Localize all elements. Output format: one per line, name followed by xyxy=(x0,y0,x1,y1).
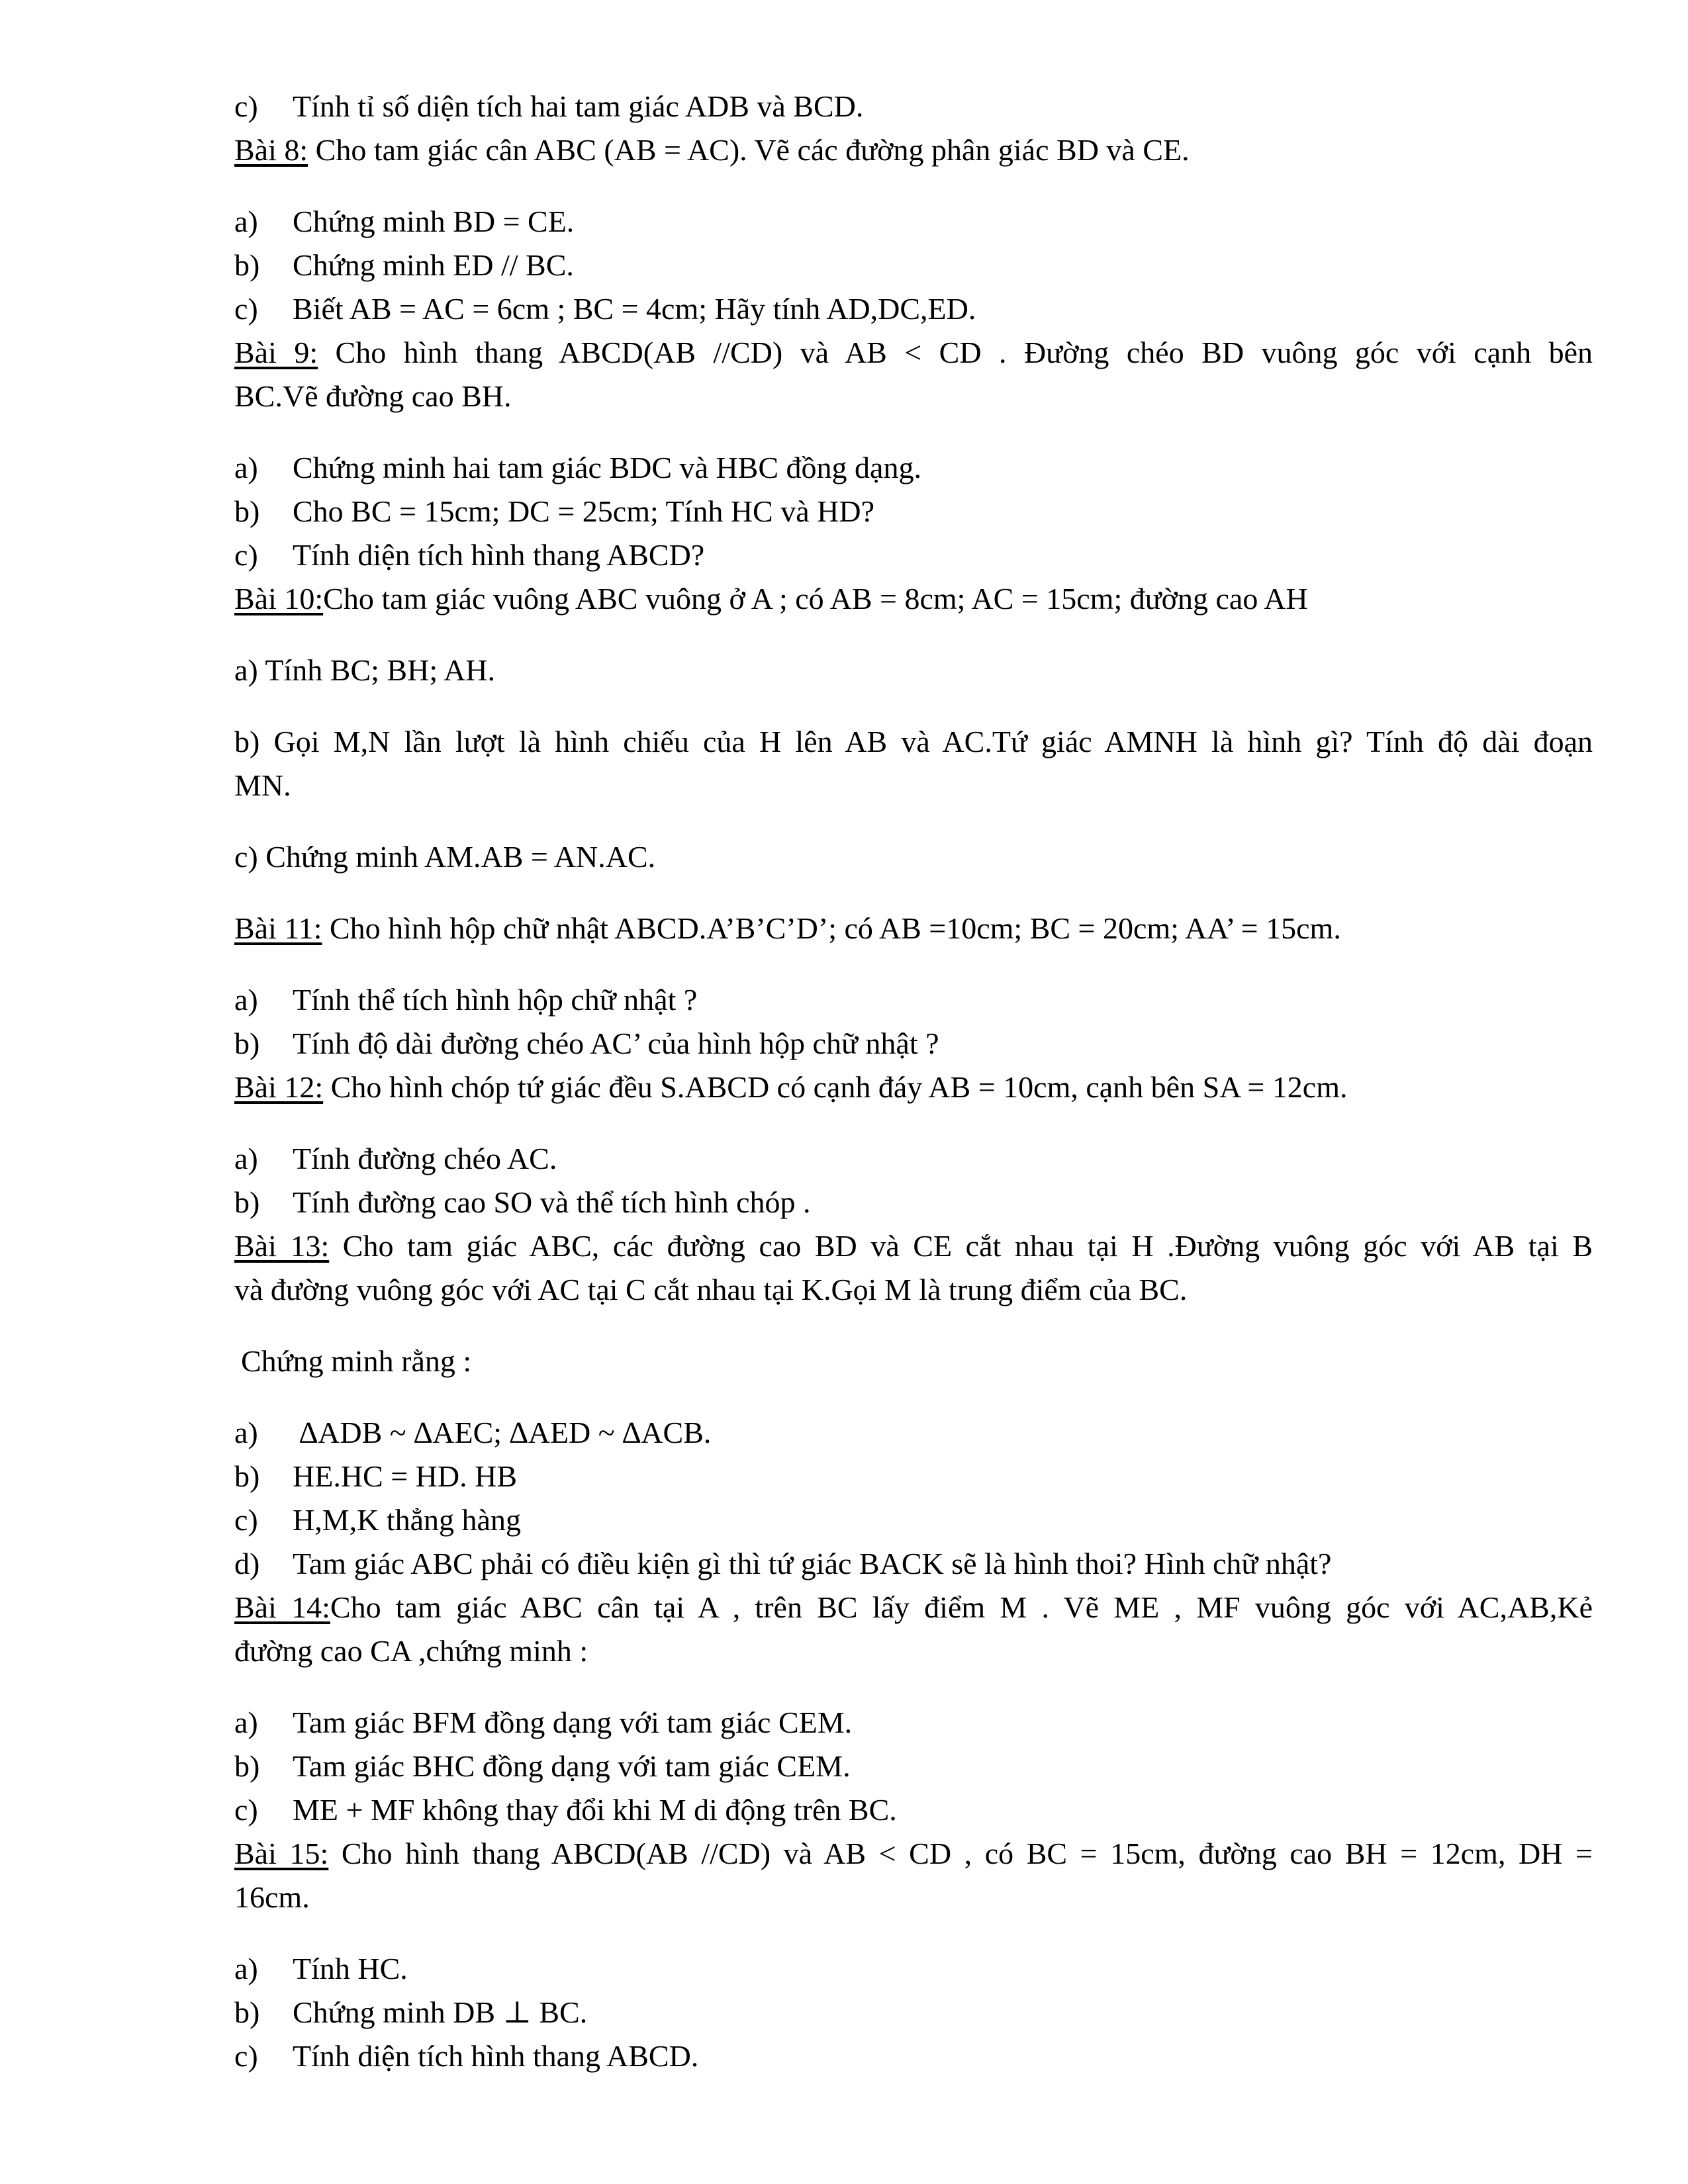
list-item: a) Chứng minh BD = CE. xyxy=(234,205,575,238)
list-item: a) Tam giác BFM đồng dạng với tam giác CEM. xyxy=(234,1706,853,1739)
problem-heading: Bài 9: Cho hình thang ABCD(AB //CD) và AB < CD . Đường chéo BD vuông góc với cạnh bên xyxy=(234,336,1593,369)
list-item: d) Tam giác ABC phải có điều kiện gì thì tứ giác BACK sẽ là hình thoi? Hình chữ nhật? xyxy=(234,1547,1332,1580)
problem-title: Bài 15: xyxy=(234,1837,329,1870)
list-item: c) H,M,K thẳng hàng xyxy=(234,1503,521,1537)
problem-title: Bài 12: xyxy=(234,1070,324,1104)
problem-heading-continued: và đường vuông góc với AC tại C cắt nhau tại K.Gọi M là trung điểm của BC. xyxy=(234,1273,1188,1306)
paragraph-continued: MN. xyxy=(234,768,291,802)
list-item: b) Tính đường cao SO và thể tích hình chóp . xyxy=(234,1185,811,1219)
paragraph: a) Tính BC; BH; AH. xyxy=(234,653,496,687)
problem-title: Bài 8: xyxy=(234,133,308,167)
problem-title: Bài 13: xyxy=(234,1229,330,1263)
list-item: a) ∆ADB ~ ∆AEC; ∆AED ~ ∆ACB. xyxy=(234,1416,712,1449)
problem-title: Bài 9: xyxy=(234,336,318,369)
list-item: a) Tính đường chéo AC. xyxy=(234,1142,557,1175)
list-item: a) Tính thể tích hình hộp chữ nhật ? xyxy=(234,983,698,1017)
paragraph: Chứng minh rằng : xyxy=(241,1344,472,1378)
problem-heading: Bài 11: Cho hình hộp chữ nhật ABCD.A’B’C’D’; có AB =10cm; BC = 20cm; AA’ = 15cm. xyxy=(234,911,1341,945)
problem-heading: Bài 15: Cho hình thang ABCD(AB //CD) và AB < CD , có BC = 15cm, đường cao BH = 12cm, DH = xyxy=(234,1837,1593,1870)
problem-title: Bài 10: xyxy=(234,582,324,615)
problem-heading: Bài 14:Cho tam giác ABC cân tại A , trên BC lấy điểm M . Vẽ ME , MF vuông góc với AC,AB,Kẻ xyxy=(234,1590,1593,1624)
problem-heading: Bài 13: Cho tam giác ABC, các đường cao BD và CE cắt nhau tại H .Đường vuông góc với AB tại B xyxy=(234,1229,1593,1263)
problem-heading: Bài 8: Cho tam giác cân ABC (AB = AC). Vẽ các đường phân giác BD và CE. xyxy=(234,133,1190,167)
list-item: a) Chứng minh hai tam giác BDC và HBC đồng dạng. xyxy=(234,451,921,484)
list-item: c) ME + MF không thay đổi khi M di động trên BC. xyxy=(234,1793,897,1827)
problem-heading-continued: BC.Vẽ đường cao BH. xyxy=(234,379,512,413)
list-item: c) Tính diện tích hình thang ABCD. xyxy=(234,2039,699,2073)
list-item: b) Cho BC = 15cm; DC = 25cm; Tính HC và HD? xyxy=(234,494,875,528)
list-item: b) HE.HC = HD. HB xyxy=(234,1459,518,1493)
problem-title: Bài 14: xyxy=(234,1590,330,1624)
list-item: b) Chứng minh ED // BC. xyxy=(234,248,574,282)
document-page xyxy=(234,85,1593,2078)
problem-title: Bài 11: xyxy=(234,911,322,945)
list-item: c) Biết AB = AC = 6cm ; BC = 4cm; Hãy tính AD,DC,ED. xyxy=(234,292,976,326)
list-item: b) Tam giác BHC đồng dạng với tam giác CEM. xyxy=(234,1749,851,1783)
paragraph: c) Chứng minh AM.AB = AN.AC. xyxy=(234,840,656,874)
list-item: c) Tính diện tích hình thang ABCD? xyxy=(234,538,705,572)
list-item: a) Tính HC. xyxy=(234,1952,408,1985)
problem-heading-continued: 16cm. xyxy=(234,1880,310,1914)
problem-heading: Bài 12: Cho hình chóp tứ giác đều S.ABCD có cạnh đáy AB = 10cm, cạnh bên SA = 12cm. xyxy=(234,1070,1348,1104)
list-item: c) Tính tỉ số diện tích hai tam giác ADB và BCD. xyxy=(234,89,864,123)
problem-heading: Bài 10:Cho tam giác vuông ABC vuông ở A ; có AB = 8cm; AC = 15cm; đường cao AH xyxy=(234,582,1308,615)
list-item: b) Tính độ dài đường chéo AC’ của hình hộp chữ nhật ? xyxy=(234,1026,939,1060)
problem-heading-continued: đường cao CA ,chứng minh : xyxy=(234,1634,588,1668)
list-item: b) Chứng minh DB ⊥ BC. xyxy=(234,1995,588,2029)
paragraph: b) Gọi M,N lần lượt là hình chiếu của H lên AB và AC.Tứ giác AMNH là hình gì? Tính độ dài đoạn xyxy=(234,725,1593,758)
